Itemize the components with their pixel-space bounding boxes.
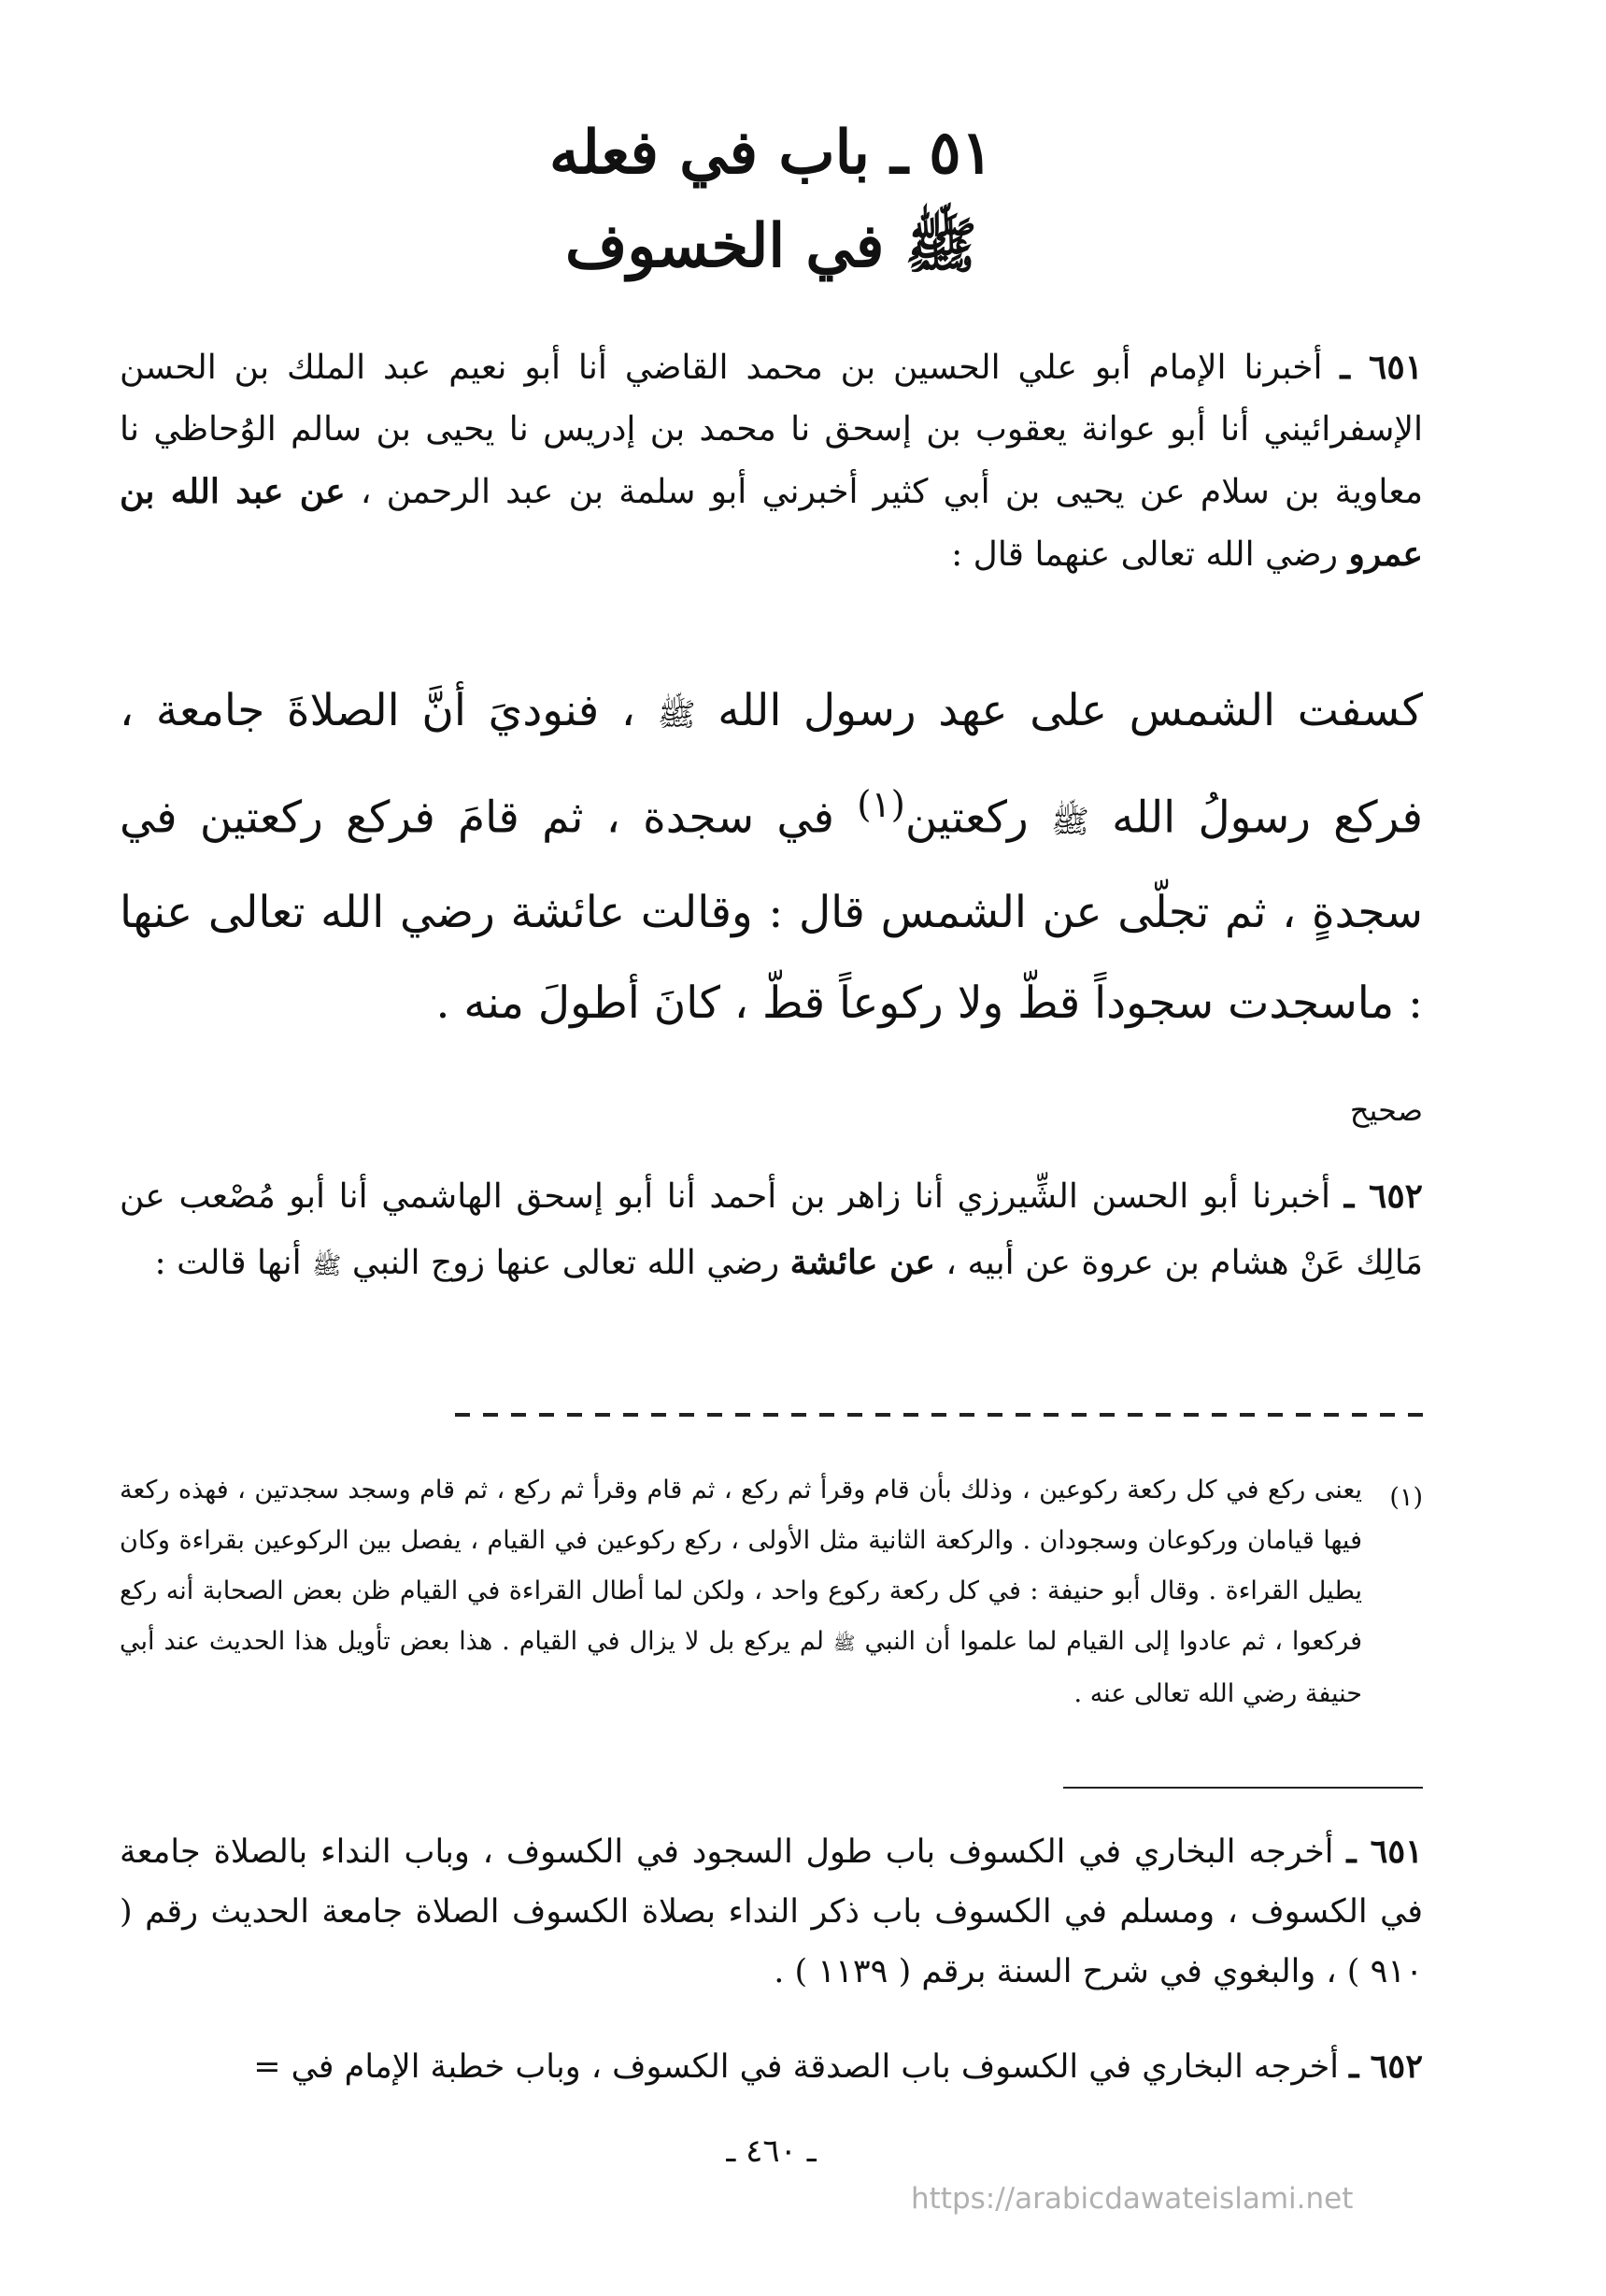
hadith-651-matn bbox=[120, 665, 1423, 1048]
takhrij-651-text: أخرجه البخاري في الكسوف باب طول السجود في الكسوف ، وباب النداء بالصلاة جامعة في الكسوف ، ومسلم في الكسوف باب ذكر النداء بصلاة الكسوف الصلاة جامعة الحديث رقم ( ٩١٠ ) ، والبغوي في شرح السنة برقم ( ١١٣٩ ) . bbox=[120, 1833, 1423, 1990]
footnote-number: (١) bbox=[1389, 1483, 1423, 1512]
hadith-652-isnad-end-1: رضي الله تعالى عنها زوج النبي bbox=[351, 1244, 780, 1282]
hadith-651-narrator: عن عبد الله بن عمرو bbox=[120, 472, 1423, 574]
hadith-652-narrator: عن عائشة bbox=[789, 1243, 935, 1282]
hadith-651-matn-part-3: ركعتين bbox=[904, 791, 1029, 844]
takhrij-652-number: ٦٥٢ ـ bbox=[1349, 2047, 1423, 2086]
takhrij-652-text: أخرجه البخاري في الكسوف باب الصدقة في الكسوف ، وباب خطبة الإمام في = bbox=[253, 2048, 1339, 2086]
footnote-text-part-2: لم يركع بل لا يزال في القيام . هذا بعض تأويل هذا الحديث عند أبي حنيفة رضي الله تعالى عنه . bbox=[120, 1627, 1362, 1708]
watermark-url: https://arabicdawateislami.net bbox=[911, 2182, 1354, 2216]
hadith-652-isnad-text: أخبرنا أبو الحسن الشِّيرزي أنا زاهر بن أحمد أنا أبو إسحق الهاشمي أنا أبو مُصْعب عن مَالِك عَنْ هشام بن عروة عن أبيه ، bbox=[120, 1177, 1423, 1282]
continuation-dashed-divider bbox=[447, 1413, 1423, 1417]
takhrij-651-number: ٦٥١ ـ bbox=[1346, 1833, 1423, 1871]
hadith-651-isnad-text: أخبرنا الإمام أبو علي الحسين بن محمد القاضي أنا أبو نعيم عبد الملك بن الحسن الإسفرائيني أنا أبو عوانة يعقوب بن إسحق نا محمد بن إدريس نا يحيى بن سالم الوُحاظي نا معاوية بن سلام عن يحيى بن أبي كثير أخبرني أبو سلمة بن عبد الرحمن ، bbox=[120, 349, 1423, 511]
takhrij-651 bbox=[120, 1822, 1423, 2002]
hadith-652-isnad-end-2: أنها قالت : bbox=[154, 1244, 302, 1282]
chapter-heading-line-1: ٥١ ـ باب في فعله bbox=[548, 118, 994, 188]
page-number: ـ ٤٦٠ ـ bbox=[726, 2132, 817, 2170]
footnote-marker: (١) bbox=[857, 784, 905, 826]
footnote-text-part-1: يعنى ركع في كل ركعة ركوعين ، وذلك بأن قام وقرأ ثم ركع ، ثم قام وقرأ ثم ركع ، ثم قام وسجد سجدتين ، فهذه ركعة فيها قيامان وركوعان وسجودان . والركعة الثانية مثل الأولى ، ركع ركوعين في القيام ، يفصل بين الركوعين بقراءة وكان يطيل القراءة . وقال أبو حنيفة : في كل ركعة ركوع واحد ، ولكن لما أطال القراءة في القيام ظن بعض الصحابة أنه ركع فركعوا ، ثم عادوا إلى القيام لما علموا أن النبي bbox=[120, 1476, 1363, 1656]
hadith-651-matn-part-2: ، فنوديَ أنَّ الصلاةَ جامعة ، فركع رسولُ الله bbox=[120, 685, 1423, 844]
footnote-text bbox=[120, 1465, 1362, 1719]
hadith-651-isnad-end: رضي الله تعالى عنهما قال : bbox=[951, 535, 1338, 574]
hadith-651-number: ٦٥١ ـ bbox=[1340, 348, 1423, 387]
salawat-glyph: ﷺ bbox=[657, 696, 696, 733]
takhrij-divider bbox=[1063, 1787, 1423, 1789]
book-page bbox=[120, 0, 1423, 2296]
salawat-glyph: ﷺ bbox=[312, 1252, 342, 1280]
salawat-glyph: ﷺ bbox=[833, 1633, 856, 1654]
hadith-652-number: ٦٥٢ ـ bbox=[1343, 1177, 1423, 1216]
hadith-651-grade: صحيح bbox=[1349, 1092, 1423, 1128]
salawat-glyph: ﷺ bbox=[1050, 803, 1089, 840]
chapter-heading-line-2: ﷺ في الخسوف bbox=[565, 211, 977, 281]
hadith-651-matn-part-1: كسفت الشمس على عهد رسول الله bbox=[718, 685, 1423, 736]
hadith-651-isnad bbox=[120, 336, 1423, 586]
hadith-651-matn-part-4: في سجدة ، ثم قامَ فركع ركعتين في سجدةٍ ، ثم تجلّى عن الشمس قال : وقالت عائشة رضي الله تعالى عنها : ماسجدت سجوداً قطّ ولا ركوعاً قطّ ، كانَ أطولَ منه . bbox=[120, 791, 1423, 1029]
takhrij-652 bbox=[120, 2037, 1423, 2097]
hadith-652-isnad bbox=[120, 1163, 1423, 1299]
